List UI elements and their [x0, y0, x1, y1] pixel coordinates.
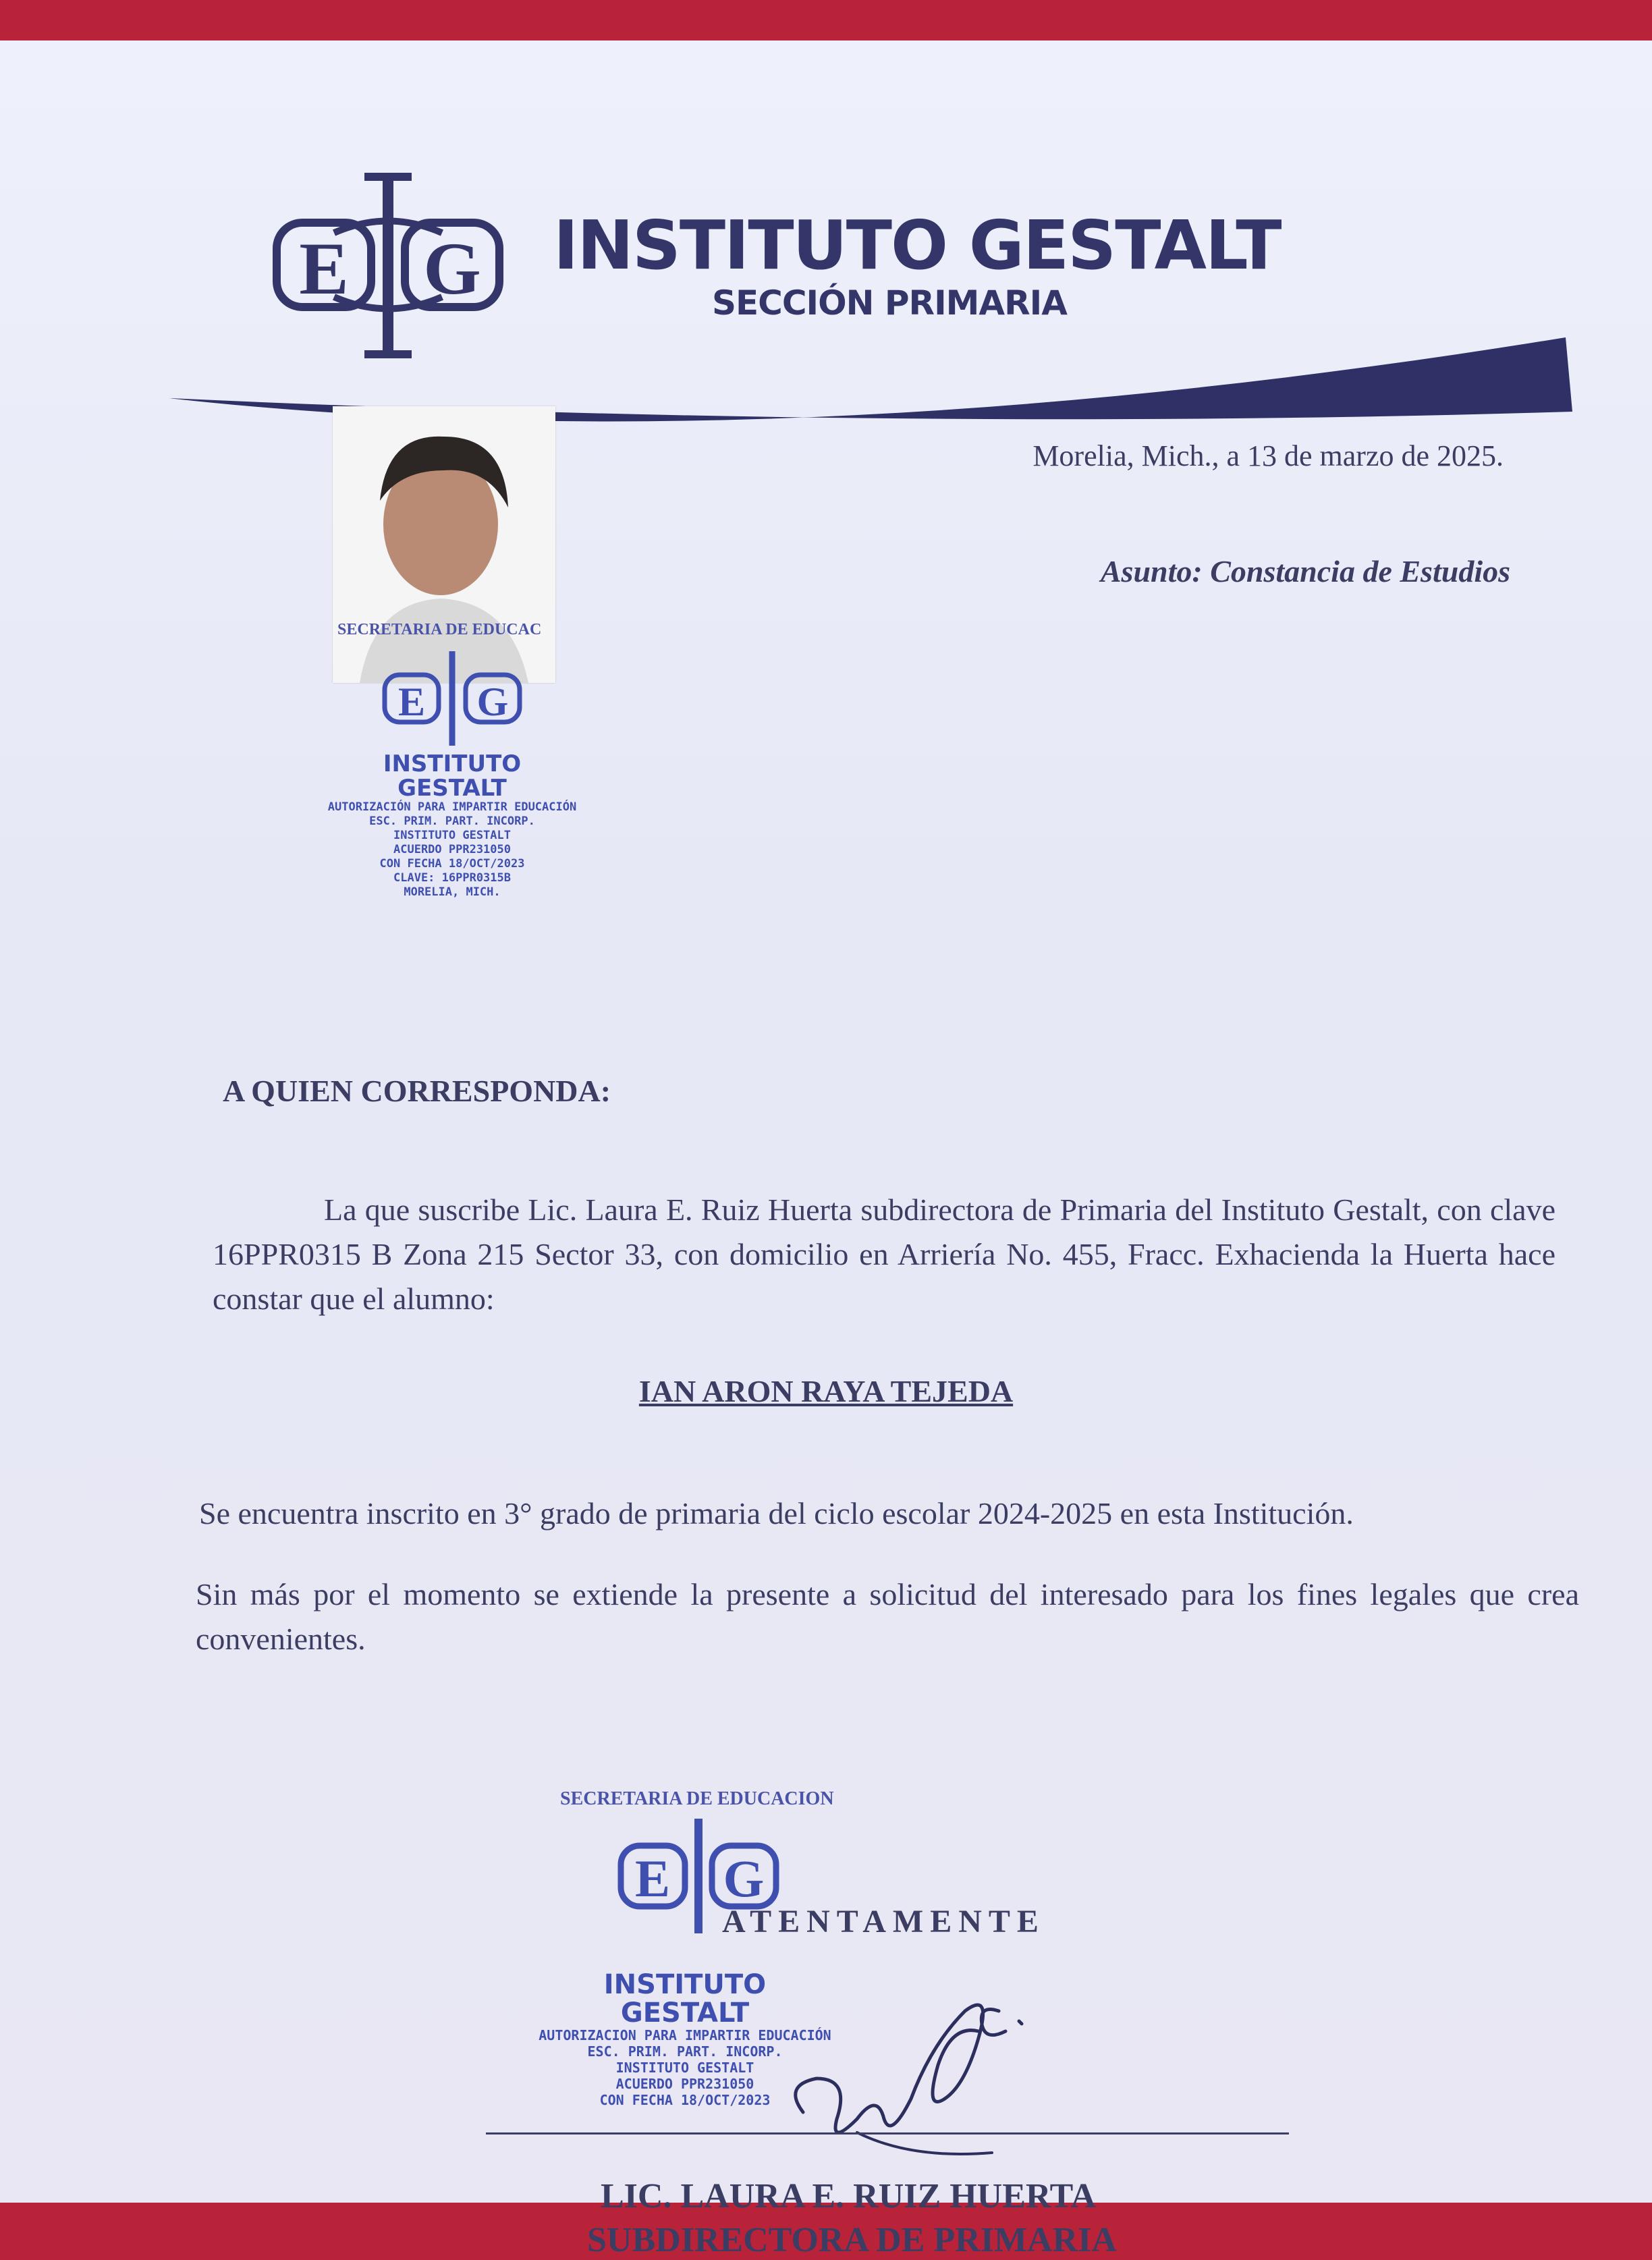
stamp-line: ACUERDO PPR231050: [393, 843, 511, 856]
letter-page: [0, 40, 1652, 2259]
letter-paragraph-enrollment: Se encuentra inscrito en 3° grado de primaria del ciclo escolar 2024-2025 en esta Institución.: [199, 1496, 1354, 1531]
letter-paragraph-closing: Sin más por el momento se extiende la presente a solicitud del interesado para los fines legales que crea convenientes.: [196, 1577, 1579, 1656]
signature-line: [486, 2132, 1289, 2134]
stamp-line: ACUERDO PPR231050: [615, 2076, 754, 2092]
stamp-line: CON FECHA 18/OCT/2023: [379, 857, 525, 871]
stamp-line: AUTORIZACIÓN PARA IMPARTIR EDUCACIÓN: [327, 800, 577, 814]
stamp-line: INSTITUTO GESTALT: [393, 829, 511, 842]
stamp-line: CON FECHA 18/OCT/2023: [599, 2092, 771, 2108]
stamp-line: INSTITUTO GESTALT: [615, 2060, 754, 2076]
svg-text:G: G: [423, 227, 481, 310]
stamp-logo-icon: [378, 648, 526, 749]
institute-subtitle: SECCIÓN PRIMARIA: [712, 283, 1067, 323]
signer-name: LIC. LAURA E. RUIZ HUERTA: [601, 2177, 1096, 2215]
letter-paragraph-intro: La que suscribe Lic. Laura E. Ruiz Huerta subdirectora de Primaria del Instituto Gestalt, con clave 16PPR0315 B Zona 215 Sector 33, con domicilio en Arriería No. 455, Fracc. Exhacienda la Huerta hace constar que el alumno:: [213, 1192, 1555, 1316]
svg-text:E: E: [634, 1849, 671, 1908]
signer-role: SUBDIRECTORA DE PRIMARIA: [587, 2221, 1117, 2259]
letter-subject: Asunto: Constancia de Estudios: [1100, 554, 1510, 588]
stamp-line: CLAVE: 16PPR0315B: [393, 871, 511, 885]
svg-text:E: E: [397, 680, 426, 724]
school-stamp-photo: [297, 648, 607, 900]
photo-stamp-arc: SECRETARIA DE EDUCAC: [337, 621, 542, 638]
student-name: IAN ARON RAYA TEJEDA: [638, 1374, 1014, 1408]
closing-atentamente: ATENTAMENTE: [722, 1904, 1045, 1939]
handwritten-signature-icon: [776, 1984, 1059, 2166]
stamp-line: AUTORIZACION PARA IMPARTIR EDUCACIÓN: [539, 2027, 831, 2043]
stamp-line: ESC. PRIM. PART. INCORP.: [587, 2043, 783, 2060]
stamp-line: MORELIA, MICH.: [404, 885, 501, 899]
letter-date: Morelia, Mich., a 13 de marzo de 2025.: [1032, 439, 1504, 472]
stamp-name-line2: GESTALT: [397, 775, 507, 802]
institute-title: INSTITUTO GESTALT: [553, 206, 1281, 285]
student-photo: [333, 406, 555, 683]
letter-greeting: A QUIEN CORRESPONDA:: [223, 1074, 611, 1108]
svg-text:E: E: [299, 227, 349, 310]
stamp-line: ESC. PRIM. PART. INCORP.: [369, 815, 535, 828]
stamp-name-line2: GESTALT: [620, 1997, 750, 2029]
svg-text:G: G: [723, 1849, 765, 1908]
stamp-name-line1: INSTITUTO: [603, 1969, 767, 2000]
stamp-name-line1: INSTITUTO: [383, 750, 522, 777]
signature-stamp-arc: SECRETARIA DE EDUCACION: [560, 1788, 834, 1809]
svg-text:G: G: [476, 680, 509, 724]
student-portrait-icon: [333, 406, 555, 683]
